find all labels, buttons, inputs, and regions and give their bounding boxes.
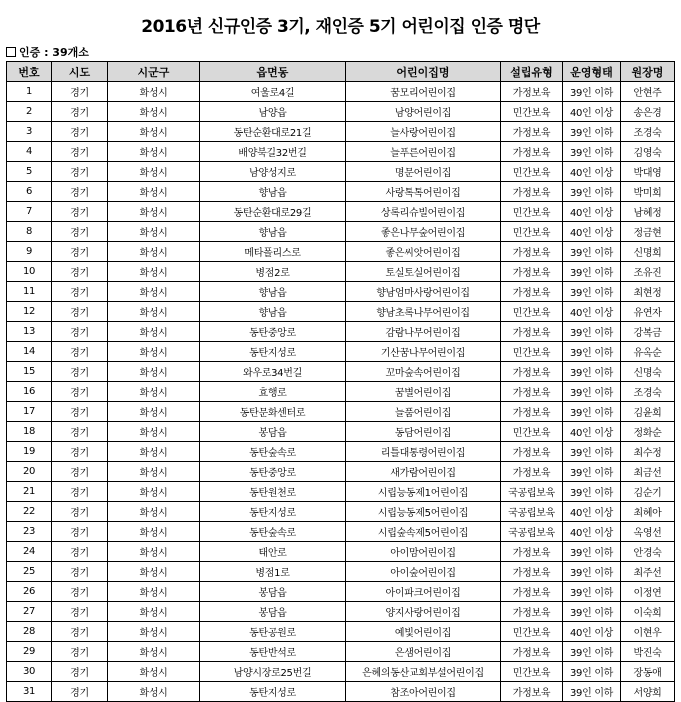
cell-province: 경기 <box>52 162 108 182</box>
cell-number: 26 <box>7 582 52 602</box>
table-row <box>7 282 675 302</box>
table-row <box>7 542 675 562</box>
cell-director: 박대영 <box>621 162 675 182</box>
cell-district: 와우로34번길 <box>200 362 346 382</box>
cell-city: 화성시 <box>108 582 200 602</box>
cell-daycare-name: 좋은나무숲어린이집 <box>346 222 501 242</box>
page-title: 2016년 신규인증 3기, 재인증 5기 어린이집 인증 명단 <box>141 17 540 37</box>
cell-establishment-type: 국공립보육 <box>501 502 563 522</box>
cell-director: 정금현 <box>621 222 675 242</box>
cell-city: 화성시 <box>108 162 200 182</box>
table-row <box>7 182 675 202</box>
cell-operation-type: 39인 이하 <box>563 142 621 162</box>
cell-establishment-type: 가정보육 <box>501 262 563 282</box>
cell-city: 화성시 <box>108 302 200 322</box>
cell-district: 동탄순환대로21길 <box>200 122 346 142</box>
cell-number: 29 <box>7 642 52 662</box>
cell-district: 메타폴리스로 <box>200 242 346 262</box>
cell-director: 최현정 <box>621 282 675 302</box>
cell-establishment-type: 민간보육 <box>501 102 563 122</box>
cell-province: 경기 <box>52 262 108 282</box>
cell-establishment-type: 민간보육 <box>501 202 563 222</box>
cell-operation-type: 39인 이하 <box>563 682 621 702</box>
cell-director: 장동애 <box>621 662 675 682</box>
cell-district: 향남읍 <box>200 222 346 242</box>
cell-daycare-name: 토실토실어린이집 <box>346 262 501 282</box>
cell-daycare-name: 시립능동제5어린이집 <box>346 502 501 522</box>
cell-director: 김영숙 <box>621 142 675 162</box>
cell-district: 남양읍 <box>200 102 346 122</box>
cell-operation-type: 39인 이하 <box>563 362 621 382</box>
cell-operation-type: 39인 이하 <box>563 82 621 102</box>
cell-city: 화성시 <box>108 362 200 382</box>
cell-daycare-name: 참조아어린이집 <box>346 682 501 702</box>
cell-operation-type: 39인 이하 <box>563 242 621 262</box>
cell-director: 이숙희 <box>621 602 675 622</box>
cell-district: 봉담읍 <box>200 422 346 442</box>
cell-district: 향남읍 <box>200 282 346 302</box>
cell-district: 동탄지성로 <box>200 502 346 522</box>
cell-director: 김순기 <box>621 482 675 502</box>
cell-daycare-name: 기산꿈나무어린이집 <box>346 342 501 362</box>
cell-daycare-name: 향남엄마사랑어린이집 <box>346 282 501 302</box>
cell-daycare-name: 늘푸른어린이집 <box>346 142 501 162</box>
table-row <box>7 222 675 242</box>
cell-province: 경기 <box>52 662 108 682</box>
cell-district: 봉담읍 <box>200 582 346 602</box>
cell-district: 동탄순환대로29길 <box>200 202 346 222</box>
certified-daycare-table <box>6 61 675 702</box>
table-row <box>7 462 675 482</box>
cell-city: 화성시 <box>108 122 200 142</box>
cell-province: 경기 <box>52 142 108 162</box>
cell-director: 남혜정 <box>621 202 675 222</box>
header-daycare-name: 어린이집명 <box>346 62 501 82</box>
cell-daycare-name: 아이맘어린이집 <box>346 542 501 562</box>
cell-establishment-type: 가정보육 <box>501 362 563 382</box>
cell-director: 김윤희 <box>621 402 675 422</box>
cell-city: 화성시 <box>108 642 200 662</box>
cell-daycare-name: 늘사랑어린이집 <box>346 122 501 142</box>
cell-city: 화성시 <box>108 142 200 162</box>
cell-daycare-name: 예빛어린이집 <box>346 622 501 642</box>
cell-province: 경기 <box>52 82 108 102</box>
cell-number: 14 <box>7 342 52 362</box>
cell-number: 21 <box>7 482 52 502</box>
cell-province: 경기 <box>52 302 108 322</box>
cell-director: 신명숙 <box>621 362 675 382</box>
cell-establishment-type: 가정보육 <box>501 442 563 462</box>
cell-establishment-type: 민간보육 <box>501 162 563 182</box>
cell-district: 배양북길32번길 <box>200 142 346 162</box>
table-row <box>7 162 675 182</box>
cell-daycare-name: 리틀대통령어린이집 <box>346 442 501 462</box>
table-row <box>7 122 675 142</box>
cell-city: 화성시 <box>108 562 200 582</box>
table-row <box>7 322 675 342</box>
cell-province: 경기 <box>52 382 108 402</box>
cell-number: 20 <box>7 462 52 482</box>
cell-director: 옥영선 <box>621 522 675 542</box>
table-row <box>7 242 675 262</box>
cell-city: 화성시 <box>108 182 200 202</box>
cell-city: 화성시 <box>108 602 200 622</box>
cell-city: 화성시 <box>108 622 200 642</box>
cell-daycare-name: 명문어린이집 <box>346 162 501 182</box>
cell-operation-type: 39인 이하 <box>563 262 621 282</box>
header-establishment-type: 설립유형 <box>501 62 563 82</box>
cell-province: 경기 <box>52 542 108 562</box>
cell-number: 11 <box>7 282 52 302</box>
cell-province: 경기 <box>52 502 108 522</box>
cell-operation-type: 40인 이상 <box>563 622 621 642</box>
cell-daycare-name: 아이숲어린이집 <box>346 562 501 582</box>
cell-province: 경기 <box>52 222 108 242</box>
cell-operation-type: 39인 이하 <box>563 402 621 422</box>
cell-daycare-name: 동담어린이집 <box>346 422 501 442</box>
cell-operation-type: 40인 이상 <box>563 202 621 222</box>
cell-establishment-type: 가정보육 <box>501 542 563 562</box>
cell-city: 화성시 <box>108 82 200 102</box>
cell-daycare-name: 상록리슈빌어린이집 <box>346 202 501 222</box>
cell-establishment-type: 민간보육 <box>501 662 563 682</box>
cell-daycare-name: 시립숲속제5어린이집 <box>346 522 501 542</box>
cell-district: 효행로 <box>200 382 346 402</box>
cell-district: 향남읍 <box>200 302 346 322</box>
table-row <box>7 602 675 622</box>
cell-establishment-type: 가정보육 <box>501 142 563 162</box>
table-row <box>7 582 675 602</box>
cell-number: 15 <box>7 362 52 382</box>
cell-director: 안현주 <box>621 82 675 102</box>
cell-director: 최수정 <box>621 442 675 462</box>
cell-province: 경기 <box>52 342 108 362</box>
cell-number: 22 <box>7 502 52 522</box>
cell-establishment-type: 가정보육 <box>501 642 563 662</box>
cell-establishment-type: 가정보육 <box>501 122 563 142</box>
cell-director: 이현우 <box>621 622 675 642</box>
cell-operation-type: 40인 이상 <box>563 222 621 242</box>
cell-director: 유연자 <box>621 302 675 322</box>
cell-daycare-name: 꼬마숲속어린이집 <box>346 362 501 382</box>
cell-number: 23 <box>7 522 52 542</box>
cell-establishment-type: 국공립보육 <box>501 482 563 502</box>
cell-province: 경기 <box>52 602 108 622</box>
cell-establishment-type: 민간보육 <box>501 302 563 322</box>
cell-daycare-name: 아이파크어린이집 <box>346 582 501 602</box>
cell-operation-type: 40인 이상 <box>563 422 621 442</box>
header-city: 시군구 <box>108 62 200 82</box>
cell-district: 동탄중앙로 <box>200 462 346 482</box>
cell-number: 16 <box>7 382 52 402</box>
cell-director: 정화순 <box>621 422 675 442</box>
table-row <box>7 502 675 522</box>
cell-province: 경기 <box>52 622 108 642</box>
cell-district: 동탄공원로 <box>200 622 346 642</box>
cell-district: 동탄지성로 <box>200 682 346 702</box>
cell-number: 12 <box>7 302 52 322</box>
cell-establishment-type: 가정보육 <box>501 682 563 702</box>
cell-daycare-name: 남양어린이집 <box>346 102 501 122</box>
cell-province: 경기 <box>52 682 108 702</box>
cell-district: 동탄중앙로 <box>200 322 346 342</box>
cell-establishment-type: 민간보육 <box>501 342 563 362</box>
cell-number: 10 <box>7 262 52 282</box>
table-row <box>7 342 675 362</box>
cell-district: 동탄숲속로 <box>200 522 346 542</box>
cell-operation-type: 39인 이하 <box>563 662 621 682</box>
header-operation-type: 운영형태 <box>563 62 621 82</box>
cell-operation-type: 40인 이상 <box>563 502 621 522</box>
cell-director: 서양희 <box>621 682 675 702</box>
cell-operation-type: 39인 이하 <box>563 602 621 622</box>
cell-daycare-name: 꿈모리어린이집 <box>346 82 501 102</box>
cell-establishment-type: 민간보육 <box>501 422 563 442</box>
cell-establishment-type: 가정보육 <box>501 382 563 402</box>
cell-number: 7 <box>7 202 52 222</box>
cell-city: 화성시 <box>108 402 200 422</box>
cell-district: 봉담읍 <box>200 602 346 622</box>
cell-daycare-name: 시립능동제1어린이집 <box>346 482 501 502</box>
cell-district: 동탄반석로 <box>200 642 346 662</box>
cell-number: 2 <box>7 102 52 122</box>
cell-province: 경기 <box>52 522 108 542</box>
cell-director: 최주선 <box>621 562 675 582</box>
cell-province: 경기 <box>52 582 108 602</box>
cell-operation-type: 39인 이하 <box>563 462 621 482</box>
cell-establishment-type: 가정보육 <box>501 562 563 582</box>
cell-establishment-type: 가정보육 <box>501 282 563 302</box>
cell-director: 안경숙 <box>621 542 675 562</box>
cell-operation-type: 39인 이하 <box>563 382 621 402</box>
cell-city: 화성시 <box>108 522 200 542</box>
cell-establishment-type: 가정보육 <box>501 182 563 202</box>
table-row <box>7 422 675 442</box>
cell-daycare-name: 꿈별어린이집 <box>346 382 501 402</box>
cell-district: 병점2로 <box>200 262 346 282</box>
cell-director: 조경숙 <box>621 122 675 142</box>
cell-province: 경기 <box>52 422 108 442</box>
cell-number: 18 <box>7 422 52 442</box>
cell-operation-type: 39인 이하 <box>563 182 621 202</box>
cell-number: 13 <box>7 322 52 342</box>
cell-number: 4 <box>7 142 52 162</box>
cell-province: 경기 <box>52 282 108 302</box>
cell-city: 화성시 <box>108 342 200 362</box>
cell-number: 6 <box>7 182 52 202</box>
cell-city: 화성시 <box>108 262 200 282</box>
cell-director: 조유진 <box>621 262 675 282</box>
cell-operation-type: 39인 이하 <box>563 562 621 582</box>
cell-director: 조경숙 <box>621 382 675 402</box>
table-row <box>7 142 675 162</box>
cell-operation-type: 39인 이하 <box>563 282 621 302</box>
cell-city: 화성시 <box>108 462 200 482</box>
cell-director: 박미희 <box>621 182 675 202</box>
cell-establishment-type: 국공립보육 <box>501 522 563 542</box>
cell-city: 화성시 <box>108 662 200 682</box>
cell-number: 3 <box>7 122 52 142</box>
cell-operation-type: 39인 이하 <box>563 542 621 562</box>
cell-city: 화성시 <box>108 542 200 562</box>
cell-director: 이정연 <box>621 582 675 602</box>
table-row <box>7 662 675 682</box>
cell-establishment-type: 가정보육 <box>501 462 563 482</box>
cell-operation-type: 39인 이하 <box>563 322 621 342</box>
cell-daycare-name: 은혜의동산교회부설어린이집 <box>346 662 501 682</box>
cell-city: 화성시 <box>108 442 200 462</box>
cell-establishment-type: 민간보육 <box>501 222 563 242</box>
cell-district: 병점1로 <box>200 562 346 582</box>
cell-district: 향남읍 <box>200 182 346 202</box>
cell-province: 경기 <box>52 462 108 482</box>
cell-district: 남양시장로25번길 <box>200 662 346 682</box>
cell-province: 경기 <box>52 482 108 502</box>
cell-establishment-type: 가정보육 <box>501 582 563 602</box>
cell-city: 화성시 <box>108 242 200 262</box>
header-district: 읍면동 <box>200 62 346 82</box>
cell-district: 동탄지성로 <box>200 342 346 362</box>
cell-province: 경기 <box>52 442 108 462</box>
cell-director: 송은경 <box>621 102 675 122</box>
cell-daycare-name: 늘품어린이집 <box>346 402 501 422</box>
table-row <box>7 102 675 122</box>
table-header-row <box>7 62 675 82</box>
summary-text: 인증 : 39개소 <box>19 46 89 59</box>
table-row <box>7 562 675 582</box>
cell-operation-type: 39인 이하 <box>563 482 621 502</box>
cell-operation-type: 39인 이하 <box>563 582 621 602</box>
cell-number: 30 <box>7 662 52 682</box>
cell-daycare-name: 좋은씨앗어린이집 <box>346 242 501 262</box>
cell-operation-type: 39인 이하 <box>563 342 621 362</box>
cell-operation-type: 40인 이상 <box>563 102 621 122</box>
cell-province: 경기 <box>52 362 108 382</box>
cell-city: 화성시 <box>108 502 200 522</box>
cell-province: 경기 <box>52 562 108 582</box>
cell-city: 화성시 <box>108 202 200 222</box>
cell-city: 화성시 <box>108 222 200 242</box>
cell-city: 화성시 <box>108 282 200 302</box>
cell-province: 경기 <box>52 102 108 122</box>
cell-city: 화성시 <box>108 422 200 442</box>
header-director: 원장명 <box>621 62 675 82</box>
cell-province: 경기 <box>52 122 108 142</box>
header-province: 시도 <box>52 62 108 82</box>
cell-director: 신명희 <box>621 242 675 262</box>
cell-district: 동탄문화센터로 <box>200 402 346 422</box>
table-row <box>7 442 675 462</box>
cell-daycare-name: 사랑톡톡어린이집 <box>346 182 501 202</box>
cell-number: 24 <box>7 542 52 562</box>
cell-province: 경기 <box>52 202 108 222</box>
cell-city: 화성시 <box>108 322 200 342</box>
table-row <box>7 622 675 642</box>
table-row <box>7 82 675 102</box>
cell-director: 최혜아 <box>621 502 675 522</box>
cell-number: 27 <box>7 602 52 622</box>
table-row <box>7 482 675 502</box>
cell-district: 동탄원천로 <box>200 482 346 502</box>
cell-city: 화성시 <box>108 482 200 502</box>
cell-province: 경기 <box>52 322 108 342</box>
cell-number: 5 <box>7 162 52 182</box>
cell-establishment-type: 가정보육 <box>501 402 563 422</box>
cell-operation-type: 40인 이상 <box>563 162 621 182</box>
table-row <box>7 522 675 542</box>
table-row <box>7 302 675 322</box>
cell-establishment-type: 가정보육 <box>501 242 563 262</box>
cell-district: 동탄숲속로 <box>200 442 346 462</box>
cell-number: 1 <box>7 82 52 102</box>
table-row <box>7 642 675 662</box>
cell-district: 남양성지로 <box>200 162 346 182</box>
cell-number: 17 <box>7 402 52 422</box>
cell-operation-type: 39인 이하 <box>563 642 621 662</box>
cell-city: 화성시 <box>108 382 200 402</box>
table-row <box>7 262 675 282</box>
cell-daycare-name: 향남초록나무어린이집 <box>346 302 501 322</box>
cell-district: 태안로 <box>200 542 346 562</box>
cell-operation-type: 39인 이하 <box>563 122 621 142</box>
cell-daycare-name: 은샘어린이집 <box>346 642 501 662</box>
cell-operation-type: 39인 이하 <box>563 442 621 462</box>
cell-district: 여울로4길 <box>200 82 346 102</box>
cell-number: 9 <box>7 242 52 262</box>
cell-number: 31 <box>7 682 52 702</box>
cell-daycare-name: 감람나무어린이집 <box>346 322 501 342</box>
header-number: 번호 <box>7 62 52 82</box>
cell-province: 경기 <box>52 242 108 262</box>
table-row <box>7 682 675 702</box>
cell-city: 화성시 <box>108 682 200 702</box>
cell-number: 25 <box>7 562 52 582</box>
cell-establishment-type: 가정보육 <box>501 602 563 622</box>
cell-establishment-type: 가정보육 <box>501 322 563 342</box>
cell-number: 19 <box>7 442 52 462</box>
cell-number: 28 <box>7 622 52 642</box>
cell-director: 강복금 <box>621 322 675 342</box>
cell-operation-type: 40인 이상 <box>563 522 621 542</box>
certification-summary <box>6 44 89 60</box>
cell-establishment-type: 가정보육 <box>501 82 563 102</box>
cell-establishment-type: 민간보육 <box>501 622 563 642</box>
table-row <box>7 382 675 402</box>
table-row <box>7 402 675 422</box>
cell-director: 유옥순 <box>621 342 675 362</box>
table-row <box>7 202 675 222</box>
cell-province: 경기 <box>52 402 108 422</box>
cell-daycare-name: 새가람어린이집 <box>346 462 501 482</box>
cell-number: 8 <box>7 222 52 242</box>
table-row <box>7 362 675 382</box>
cell-province: 경기 <box>52 182 108 202</box>
cell-director: 박진숙 <box>621 642 675 662</box>
table-body <box>7 82 675 702</box>
cell-operation-type: 40인 이상 <box>563 302 621 322</box>
cell-city: 화성시 <box>108 102 200 122</box>
cell-daycare-name: 양지사랑어린이집 <box>346 602 501 622</box>
cell-director: 최금선 <box>621 462 675 482</box>
cell-province: 경기 <box>52 642 108 662</box>
checkbox-square-icon <box>6 47 16 57</box>
